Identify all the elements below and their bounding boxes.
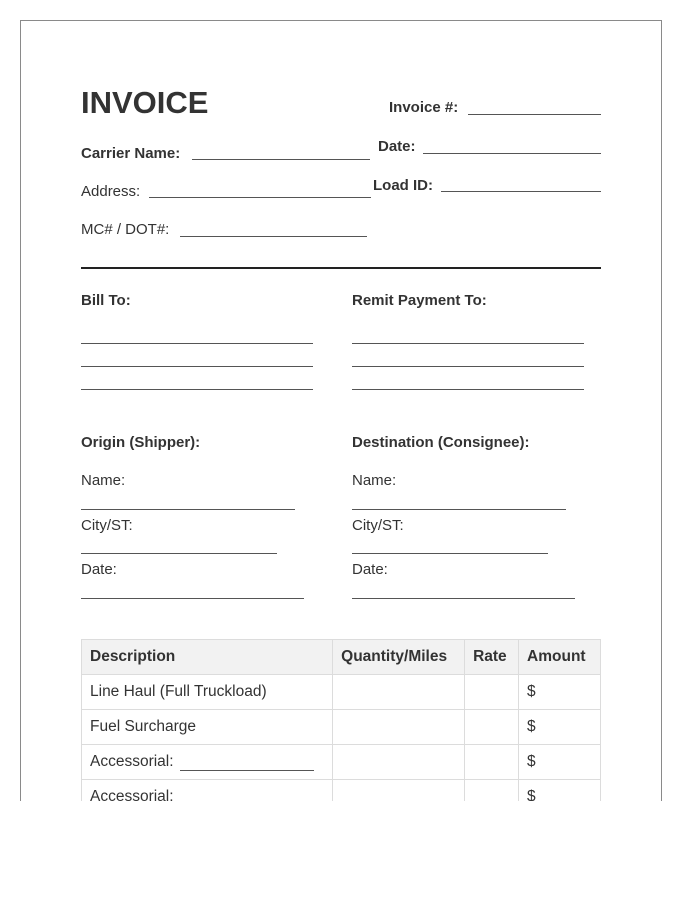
table-row xyxy=(82,710,601,745)
origin-name-label: Name: xyxy=(81,472,126,489)
column-header-quantity: Quantity/Miles xyxy=(333,640,465,675)
remit-to-line-2[interactable] xyxy=(352,366,584,367)
invoice-sheet xyxy=(20,20,662,801)
column-header-description: Description xyxy=(82,640,333,675)
address-label: Address: xyxy=(81,183,141,200)
date-label: Date: xyxy=(378,138,416,155)
carrier-name-label: Carrier Name: xyxy=(81,145,181,162)
origin-city-field[interactable] xyxy=(81,553,277,554)
invoice-number-field[interactable] xyxy=(468,114,601,115)
header-divider xyxy=(81,267,601,269)
row-rate[interactable] xyxy=(465,780,519,802)
row-amount[interactable]: $ xyxy=(519,675,601,710)
destination-name-field[interactable] xyxy=(352,509,566,510)
row-rate[interactable] xyxy=(465,710,519,745)
row-description: Line Haul (Full Truckload) xyxy=(82,675,333,710)
accessorial-field[interactable] xyxy=(180,756,314,771)
mc-dot-label: MC# / DOT#: xyxy=(81,221,170,238)
row-rate[interactable] xyxy=(465,745,519,780)
origin-date-field[interactable] xyxy=(81,598,304,599)
bill-to-line-1[interactable] xyxy=(81,343,313,344)
table-row xyxy=(82,675,601,710)
table-row xyxy=(82,780,601,802)
row-amount[interactable]: $ xyxy=(519,710,601,745)
bill-to-line-2[interactable] xyxy=(81,366,313,367)
load-id-label: Load ID: xyxy=(373,177,433,194)
date-field[interactable] xyxy=(423,153,601,154)
row-description-text: Accessorial: xyxy=(90,753,174,770)
remit-to-line-3[interactable] xyxy=(352,389,584,390)
column-header-amount: Amount xyxy=(519,640,601,675)
bill-to-label: Bill To: xyxy=(81,292,131,309)
destination-city-field[interactable] xyxy=(352,553,548,554)
table-row xyxy=(82,745,601,780)
column-header-rate: Rate xyxy=(465,640,519,675)
row-rate[interactable] xyxy=(465,675,519,710)
origin-heading: Origin (Shipper): xyxy=(81,434,201,451)
bill-to-line-3[interactable] xyxy=(81,389,313,390)
row-amount[interactable]: $ xyxy=(519,745,601,780)
row-quantity[interactable] xyxy=(333,675,465,710)
load-id-field[interactable] xyxy=(441,191,601,192)
destination-date-field[interactable] xyxy=(352,598,575,599)
row-amount[interactable]: $ xyxy=(519,780,601,802)
row-quantity[interactable] xyxy=(333,710,465,745)
page-title: INVOICE xyxy=(81,85,209,120)
origin-name-field[interactable] xyxy=(81,509,295,510)
table-header-row xyxy=(82,640,601,675)
destination-heading: Destination (Consignee): xyxy=(352,434,530,451)
row-description: Fuel Surcharge xyxy=(82,710,333,745)
row-description: Accessorial: xyxy=(82,780,333,802)
origin-city-label: City/ST: xyxy=(81,517,133,534)
row-quantity[interactable] xyxy=(333,745,465,780)
destination-date-label: Date: xyxy=(352,561,388,578)
remit-to-label: Remit Payment To: xyxy=(352,292,487,309)
row-quantity[interactable] xyxy=(333,780,465,802)
destination-name-label: Name: xyxy=(352,472,397,489)
remit-to-line-1[interactable] xyxy=(352,343,584,344)
origin-date-label: Date: xyxy=(81,561,117,578)
carrier-name-field[interactable] xyxy=(192,159,370,160)
address-field[interactable] xyxy=(149,197,371,198)
mc-dot-field[interactable] xyxy=(180,236,367,237)
row-description-accessorial xyxy=(82,745,333,780)
destination-city-label: City/ST: xyxy=(352,517,404,534)
invoice-number-label: Invoice #: xyxy=(389,99,459,116)
line-items-table xyxy=(81,639,601,801)
